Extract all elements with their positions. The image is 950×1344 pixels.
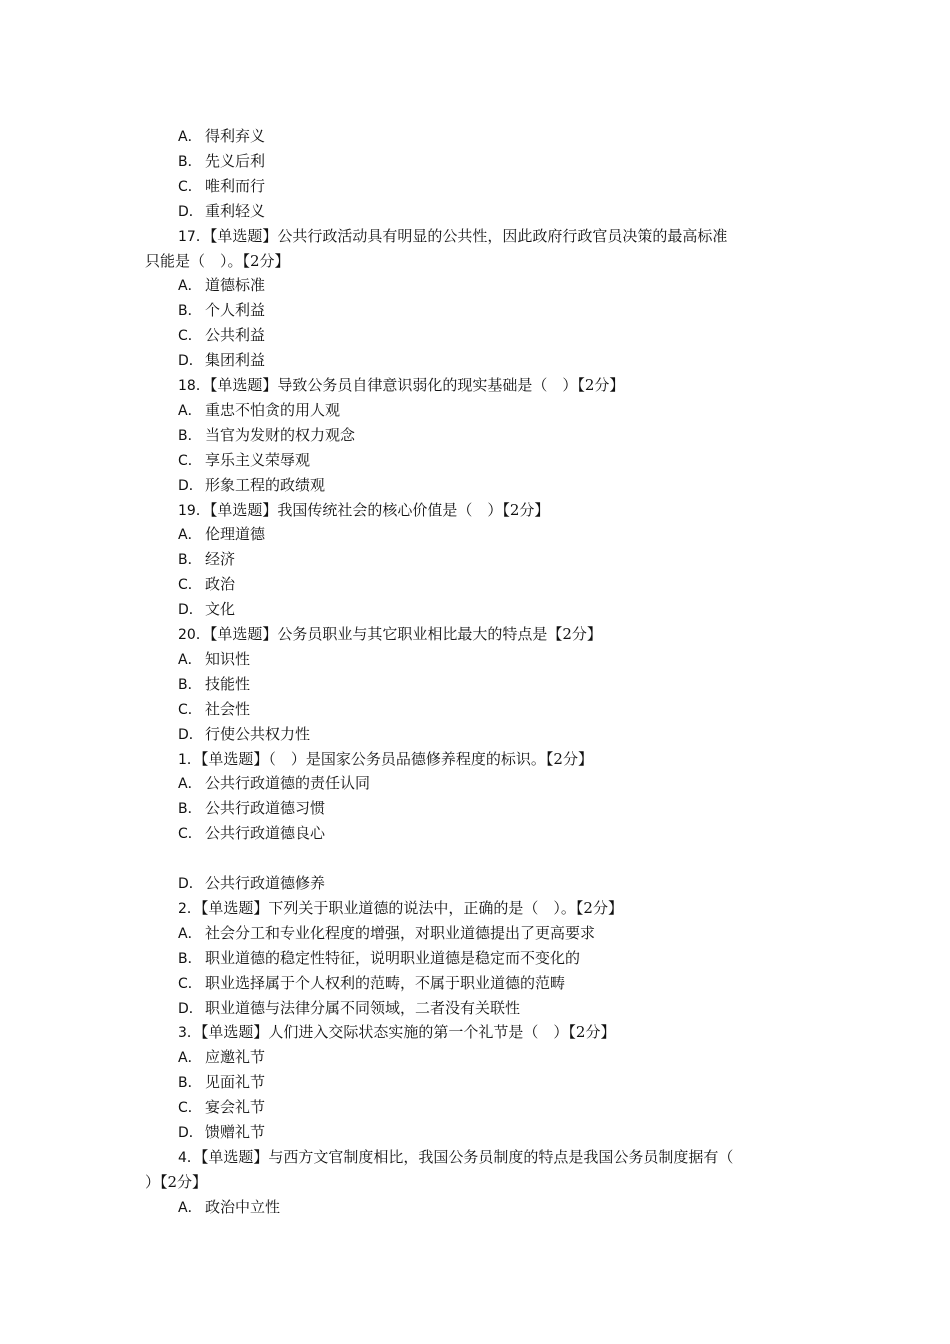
question-line <box>0 373 950 398</box>
question-line <box>0 747 950 772</box>
answer-option <box>0 423 950 448</box>
option-text: 公共行政道德的责任认同 <box>205 774 371 793</box>
option-text: 社会分工和专业化程度的增强，对职业道德提出了更高要求 <box>205 923 596 942</box>
question-number: 3． <box>178 1025 201 1042</box>
question-number: 17． <box>178 228 210 245</box>
option-text: 唯利而行 <box>205 176 266 195</box>
option-letter: C． <box>178 452 202 469</box>
option-text: 当官为发财的权力观念 <box>205 425 356 444</box>
option-text: 行使公共权力性 <box>205 724 311 743</box>
option-text: 重忠不怕贪的用人观 <box>205 400 341 419</box>
option-letter: A． <box>178 1199 202 1216</box>
option-letter: A． <box>178 776 202 793</box>
answer-option <box>0 522 950 547</box>
question-text: 【单选题】（ ）是国家公务员品德修养程度的标识。【2分】 <box>200 749 593 768</box>
option-letter: A． <box>178 402 202 419</box>
option-letter: C． <box>178 328 202 345</box>
option-text: 集团利益 <box>205 351 266 370</box>
answer-option <box>0 672 950 697</box>
option-text: 公共行政道德习惯 <box>205 799 326 818</box>
answer-option <box>0 149 950 174</box>
option-text: 形象工程的政绩观 <box>205 475 326 494</box>
option-letter: B． <box>178 303 202 320</box>
question-number: 4． <box>178 1149 201 1166</box>
option-text: 先义后利 <box>205 151 266 170</box>
question-text: 【单选题】与西方文官制度相比，我国公务员制度的特点是我国公务员制度据有（ <box>200 1147 734 1166</box>
option-text: 经济 <box>205 550 236 569</box>
answer-option <box>0 1095 950 1120</box>
answer-option <box>0 298 950 323</box>
option-text: 宴会礼节 <box>205 1098 266 1117</box>
question-text: 【单选题】公共行政活动具有明显的公共性，因此政府行政官员决策的最高标准 <box>209 226 728 245</box>
option-letter: C． <box>178 178 202 195</box>
question-line <box>0 622 950 647</box>
option-letter: A． <box>178 925 202 942</box>
question-text: 【单选题】我国传统社会的核心价值是（ ）【2分】 <box>209 500 550 519</box>
question-number: 2． <box>178 900 201 917</box>
option-text: 道德标准 <box>205 276 266 295</box>
question-number: 19． <box>178 502 210 519</box>
answer-option <box>0 323 950 348</box>
option-text: 社会性 <box>205 699 251 718</box>
option-letter: C． <box>178 1100 202 1117</box>
answer-option <box>0 597 950 622</box>
question-text: ）【2分】 <box>145 1172 208 1191</box>
option-letter: C． <box>178 701 202 718</box>
option-text: 公共利益 <box>205 326 266 345</box>
question-text: 【单选题】人们进入交际状态实施的第一个礼节是（ ）【2分】 <box>200 1023 616 1042</box>
option-letter: C． <box>178 826 202 843</box>
option-letter: D． <box>178 1000 203 1017</box>
answer-option <box>0 398 950 423</box>
option-text: 得利弃义 <box>205 127 266 145</box>
answer-option <box>0 722 950 747</box>
option-text: 伦理道德 <box>205 525 266 544</box>
question-text: 只能是（ ）。【2分】 <box>145 251 290 270</box>
answer-option <box>0 647 950 672</box>
option-text: 应邀礼节 <box>205 1048 266 1067</box>
option-letter: A． <box>178 527 202 544</box>
question-line <box>0 1020 950 1045</box>
answer-option <box>0 448 950 473</box>
answer-option <box>0 547 950 572</box>
question-text: 【单选题】公务员职业与其它职业相比最大的特点是【2分】 <box>209 625 602 643</box>
option-text: 技能性 <box>205 674 251 693</box>
answer-option <box>0 174 950 199</box>
option-text: 职业道德与法律分属不同领域，二者没有关联性 <box>205 998 521 1017</box>
answer-option <box>0 572 950 597</box>
option-text: 文化 <box>205 600 236 619</box>
answer-option <box>0 946 950 971</box>
option-letter: D． <box>178 876 203 892</box>
question-number: 20． <box>178 627 210 643</box>
blank-line <box>0 846 950 871</box>
question-continuation <box>0 1170 950 1195</box>
option-letter: D． <box>178 1125 203 1141</box>
answer-option <box>0 996 950 1021</box>
option-text: 职业道德的稳定性特征，说明职业道德是稳定而不变化的 <box>205 948 581 967</box>
answer-option <box>0 473 950 498</box>
option-letter: C． <box>178 577 202 594</box>
question-text: 【单选题】导致公务员自律意识弱化的现实基础是（ ）【2分】 <box>209 376 625 394</box>
option-letter: D． <box>178 353 203 370</box>
option-letter: D． <box>178 203 203 220</box>
answer-option <box>0 871 950 896</box>
question-text: 【单选题】下列关于职业道德的说法中，正确的是（ ）。【2分】 <box>200 898 623 917</box>
option-letter: A． <box>178 278 202 295</box>
question-number: 1． <box>178 751 201 768</box>
option-letter: A． <box>178 129 202 145</box>
option-letter: B． <box>178 427 202 444</box>
option-letter: D． <box>178 602 203 619</box>
question-line <box>0 498 950 523</box>
option-text: 职业选择属于个人权利的范畴，不属于职业道德的范畴 <box>205 973 566 992</box>
answer-option <box>0 1120 950 1145</box>
answer-option <box>0 771 950 796</box>
answer-option <box>0 971 950 996</box>
answer-option <box>0 273 950 298</box>
answer-option <box>0 821 950 846</box>
option-letter: B． <box>178 153 202 170</box>
answer-option <box>0 199 950 224</box>
option-text: 知识性 <box>205 649 251 668</box>
option-letter: B． <box>178 1075 202 1092</box>
option-text: 见面礼节 <box>205 1073 266 1092</box>
answer-option <box>0 1195 950 1220</box>
option-text: 公共行政道德修养 <box>205 874 326 892</box>
question-line <box>0 1145 950 1170</box>
option-text: 公共行政道德良心 <box>205 824 326 843</box>
answer-option <box>0 921 950 946</box>
answer-option <box>0 348 950 373</box>
option-text: 馈赠礼节 <box>205 1123 266 1141</box>
option-text: 政治 <box>205 575 236 594</box>
option-letter: B． <box>178 676 202 693</box>
option-letter: A． <box>178 1050 202 1067</box>
question-line <box>0 896 950 921</box>
question-line <box>0 224 950 249</box>
option-letter: A． <box>178 651 202 668</box>
answer-option <box>0 124 950 149</box>
option-letter: C． <box>178 975 202 992</box>
option-text: 个人利益 <box>205 301 266 320</box>
option-letter: B． <box>178 552 202 569</box>
question-number: 18． <box>178 378 210 394</box>
answer-option <box>0 796 950 821</box>
option-letter: D． <box>178 726 203 743</box>
question-continuation <box>0 249 950 274</box>
option-text: 享乐主义荣辱观 <box>205 450 311 469</box>
answer-option <box>0 697 950 722</box>
answer-option <box>0 1070 950 1095</box>
option-text: 政治中立性 <box>205 1197 281 1216</box>
option-letter: B． <box>178 801 202 818</box>
option-letter: B． <box>178 950 202 967</box>
answer-option <box>0 1045 950 1070</box>
option-text: 重利轻义 <box>205 201 266 220</box>
option-letter: D． <box>178 477 203 494</box>
